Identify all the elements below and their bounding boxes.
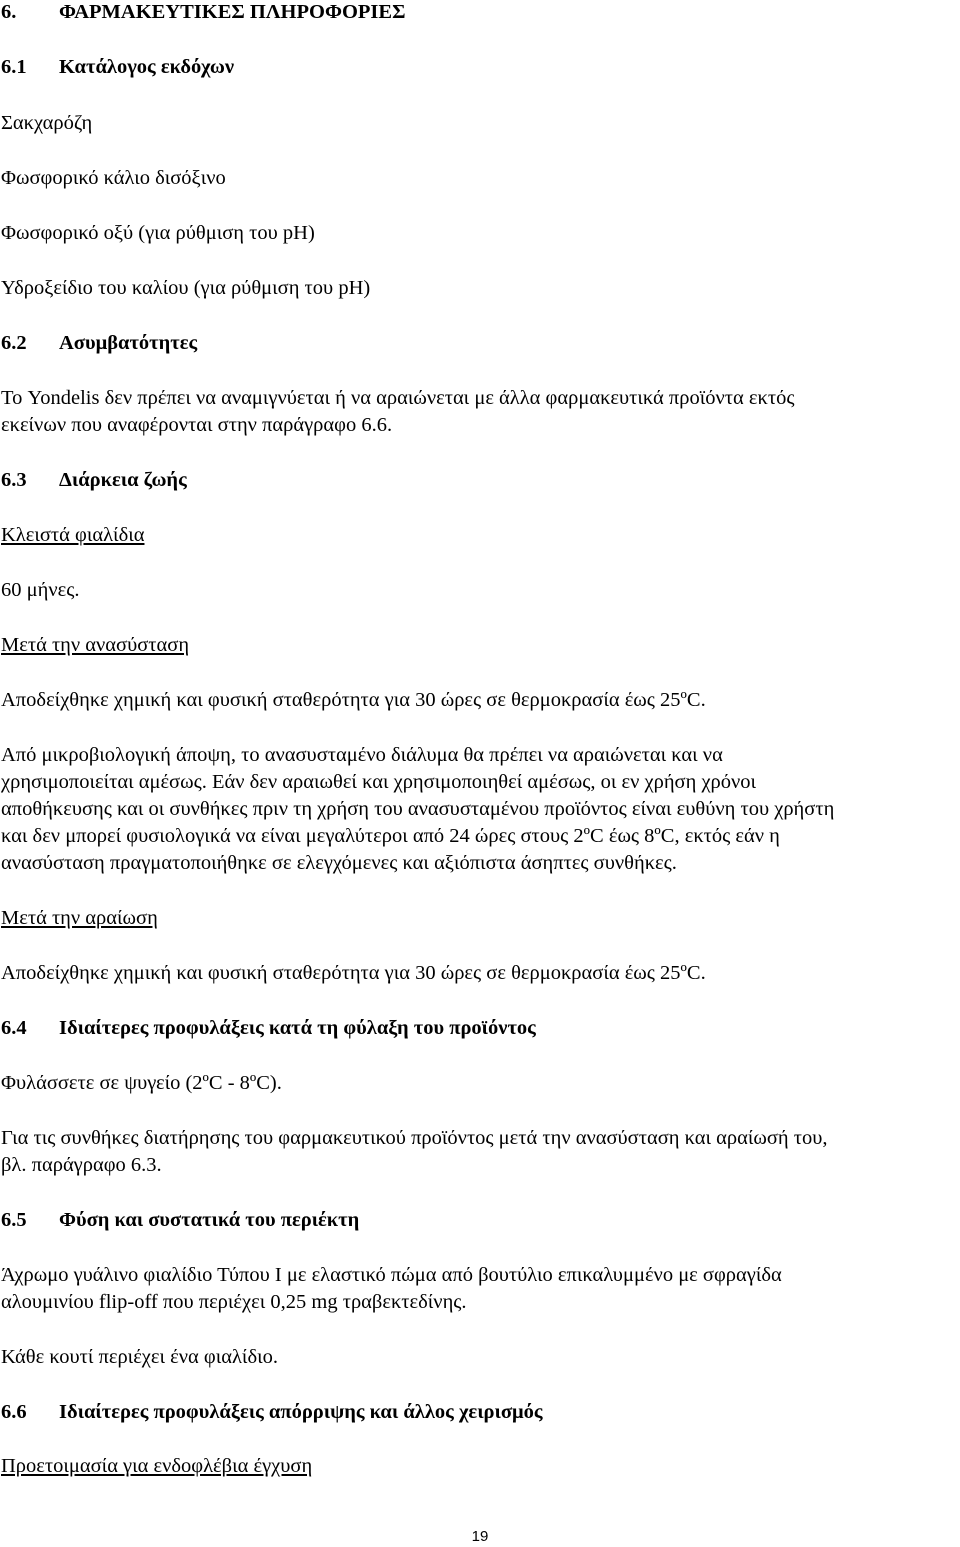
- excipient-item: Υδροξείδιο του καλίου (για ρύθμιση του pH): [1, 277, 371, 299]
- paragraph-line: ανασύσταση πραγματοποιήθηκε σε ελεγχόμενες και αξιόπιστα άσηπτες συνθήκες.: [1, 852, 677, 874]
- paragraph-line: Κάθε κουτί περιέχει ένα φιαλίδιο.: [1, 1346, 278, 1368]
- section-title: Ιδιαίτερες προφυλάξεις κατά τη φύλαξη του προϊόντος: [59, 1017, 536, 1039]
- paragraph-line: Άχρωμο γυάλινο φιαλίδιο Τύπου Ι με ελαστικό πώμα από βουτύλιο επικαλυμμένο με σφραγίδα: [1, 1264, 782, 1286]
- subheading: Μετά την ανασύσταση: [1, 634, 190, 656]
- excipient-item: Σακχαρόζη: [1, 112, 93, 134]
- paragraph-line: βλ. παράγραφο 6.3.: [1, 1154, 162, 1176]
- section-6-6-heading: [1, 1398, 543, 1426]
- paragraph-line: αποθήκευσης και οι συνθήκες πριν τη χρήση του ανασυσταμένου προϊόντος είναι ευθύνη του χρήστη: [1, 798, 835, 820]
- section-6-2-heading: [1, 329, 197, 357]
- subheading: Προετοιμασία για ενδοφλέβια έγχυση: [1, 1455, 313, 1477]
- paragraph-line: εκείνων που αναφέρονται στην παράγραφο 6.6.: [1, 414, 393, 436]
- paragraph-line: Φυλάσσετε σε ψυγείο (2ºC - 8ºC).: [1, 1072, 282, 1094]
- paragraph-line: 60 μήνες.: [1, 579, 80, 601]
- section-title: Κατάλογος εκδόχων: [59, 56, 235, 78]
- section-number: 6.: [1, 1, 17, 23]
- section-6-heading: [1, 0, 406, 26]
- section-6-4-heading: [1, 1014, 536, 1042]
- section-number: 6.2: [1, 332, 27, 354]
- section-6-3-heading: [1, 466, 187, 494]
- section-6-5-heading: [1, 1206, 359, 1234]
- section-number: 6.5: [1, 1209, 27, 1231]
- section-number: 6.1: [1, 56, 27, 78]
- subheading: Μετά την αραίωση: [1, 907, 158, 929]
- excipient-item: Φωσφορικό κάλιο δισόξινο: [1, 167, 226, 189]
- section-number: 6.6: [1, 1401, 27, 1423]
- paragraph-line: αλουμινίου flip-off που περιέχει 0,25 mg τραβεκτεδίνης.: [1, 1291, 467, 1313]
- paragraph-line: Για τις συνθήκες διατήρησης του φαρμακευτικού προϊόντος μετά την ανασύσταση και αραίωσή του,: [1, 1127, 828, 1149]
- section-title: Φύση και συστατικά του περιέκτη: [59, 1209, 360, 1231]
- section-title: Διάρκεια ζωής: [59, 469, 187, 491]
- section-6-1-heading: [1, 53, 234, 81]
- page-number: 19: [471, 1528, 489, 1545]
- subheading: Κλειστά φιαλίδια: [1, 524, 145, 546]
- section-title: Ιδιαίτερες προφυλάξεις απόρριψης και άλλος χειρισμός: [59, 1401, 543, 1423]
- section-number: 6.3: [1, 469, 27, 491]
- section-title: Ασυμβατότητες: [59, 332, 198, 354]
- paragraph-line: Το Yondelis δεν πρέπει να αναμιγνύεται ή να αραιώνεται με άλλα φαρμακευτικά προϊόντα εκτός: [1, 387, 795, 409]
- paragraph-line: Από μικροβιολογική άποψη, το ανασυσταμένο διάλυμα θα πρέπει να αραιώνεται και να: [1, 744, 723, 766]
- paragraph-line: Αποδείχθηκε χημική και φυσική σταθερότητα για 30 ώρες σε θερμοκρασία έως 25ºC.: [1, 962, 706, 984]
- section-title: ΦΑΡΜΑΚΕΥΤΙΚΕΣ ΠΛΗΡΟΦΟΡΙΕΣ: [59, 1, 406, 23]
- paragraph-line: χρησιμοποιείται αμέσως. Εάν δεν αραιωθεί και χρησιμοποιηθεί αμέσως, οι εν χρήση χρόνοι: [1, 771, 757, 793]
- paragraph-line: και δεν μπορεί φυσιολογικά να είναι μεγαλύτεροι από 24 ώρες στους 2ºC έως 8ºC, εκτός εάν η: [1, 825, 780, 847]
- section-number: 6.4: [1, 1017, 27, 1039]
- excipient-item: Φωσφορικό οξύ (για ρύθμιση του pH): [1, 222, 315, 244]
- paragraph-line: Αποδείχθηκε χημική και φυσική σταθερότητα για 30 ώρες σε θερμοκρασία έως 25ºC.: [1, 689, 706, 711]
